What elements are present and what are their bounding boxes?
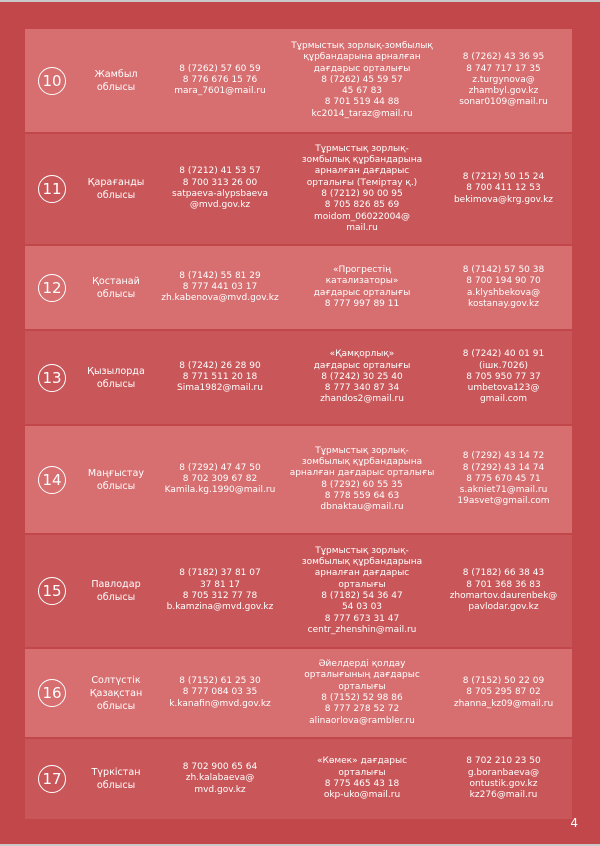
contact-info-line: mvd.gov.kz xyxy=(194,784,246,795)
contacts-table xyxy=(25,29,572,821)
police-contact-info xyxy=(435,134,572,244)
contact-info-line[interactable]: zh.kalabaeva@ xyxy=(185,773,255,784)
police-contact-info-line[interactable]: bekimova@krg.gov.kz xyxy=(453,194,554,205)
contact-info-line: 8 (7242) 26 28 90 xyxy=(179,360,261,371)
region-name xyxy=(78,134,154,244)
contact-info-line: 8 (7262) 57 60 59 xyxy=(179,63,261,74)
crisis-center-info-line: 8 (7152) 52 98 86 xyxy=(321,693,403,703)
region-name-line: Маңғыстау xyxy=(87,467,145,479)
row-number-badge: 13 xyxy=(38,364,66,392)
region-name xyxy=(78,535,154,647)
region-name-line: облысы xyxy=(96,592,136,603)
crisis-center-info-line: 8 777 997 89 11 xyxy=(324,298,400,309)
crisis-center-info-line: 8 701 519 44 88 xyxy=(324,97,400,108)
police-contact-info-line: ontustik.gov.kz xyxy=(469,779,538,789)
table-row xyxy=(25,426,572,533)
police-contact-info-line: (ішк.7026) xyxy=(479,360,528,371)
crisis-center-info-line[interactable]: zhandos2@mail.ru xyxy=(320,394,404,405)
crisis-center-info-line[interactable]: centr_zhenshin@mail.ru xyxy=(307,624,417,635)
crisis-center-info-line: «Қамқорлық» xyxy=(329,349,395,360)
police-contact-info-line: pavlodar.gov.kz xyxy=(468,602,539,613)
row-number-badge: 16 xyxy=(38,679,66,707)
table-row xyxy=(25,246,572,329)
contact-info-line: 8 702 309 67 82 xyxy=(182,473,258,484)
crisis-center-info-line: 8 (7262) 45 59 57 xyxy=(321,74,403,85)
contact-info-line[interactable]: Kamila.kg.1990@mail.ru xyxy=(164,485,276,496)
crisis-center-info-line[interactable]: dbnaktau@mail.ru xyxy=(320,502,404,513)
crisis-center-info-line: орталығы (Теміртау қ.) xyxy=(306,177,418,188)
crisis-center-info-line: 8 777 340 87 34 xyxy=(324,383,400,394)
crisis-center-info-line: орталығы xyxy=(338,681,386,692)
contact-info xyxy=(160,331,280,424)
crisis-center-info-line: арналған дағдарыс орталығы xyxy=(289,468,435,479)
police-contact-info xyxy=(435,535,572,647)
contact-info-line[interactable]: zh.kabenova@mvd.gov.kz xyxy=(161,293,279,304)
police-contact-info-line: gmail.com xyxy=(479,394,528,405)
crisis-center-info-line: дағдарыс орталығы xyxy=(313,360,411,371)
crisis-center-info xyxy=(287,134,437,244)
contact-info-line[interactable]: Sima1982@mail.ru xyxy=(177,383,263,394)
police-contact-info xyxy=(435,739,572,819)
table-row xyxy=(25,739,572,819)
region-name-line: Түркістан xyxy=(91,767,141,778)
region-name-line: облысы xyxy=(96,288,136,300)
crisis-center-info xyxy=(287,739,437,819)
row-number-badge: 12 xyxy=(38,274,66,302)
crisis-center-info-line: 8 775 465 43 18 xyxy=(324,779,400,789)
crisis-center-info-line[interactable]: alinaorlova@rambler.ru xyxy=(309,715,415,726)
crisis-center-info-line: «Көмек» дағдарыс xyxy=(316,756,408,767)
crisis-center-info xyxy=(287,331,437,424)
police-contact-info-line: 8 (7152) 50 22 09 xyxy=(462,676,545,687)
table-row xyxy=(25,134,572,244)
crisis-center-info-line: зомбылық құрбандарына xyxy=(301,557,423,568)
crisis-center-info-line: дағдарыс орталығы xyxy=(313,287,411,298)
contact-info-line: satpaeva-alypsbaeva xyxy=(172,189,268,199)
crisis-center-info-line: 8 778 559 64 63 xyxy=(324,490,400,501)
crisis-center-info-line: зомбылық құрбандарына xyxy=(301,456,423,467)
crisis-center-info xyxy=(287,426,437,533)
police-contact-info-line: 8 705 950 77 37 xyxy=(466,371,541,382)
contact-info xyxy=(160,134,280,244)
crisis-center-info-line[interactable]: okp-uko@mail.ru xyxy=(323,790,401,801)
region-name-line: облысы xyxy=(96,81,136,93)
table-row xyxy=(25,331,572,424)
crisis-center-info-line: 45 67 83 xyxy=(341,86,383,97)
crisis-center-info-line: 8 777 278 52 72 xyxy=(324,704,400,715)
region-name-line: облысы xyxy=(96,700,136,712)
police-contact-info-line[interactable]: zhanna_kz09@mail.ru xyxy=(453,698,554,709)
crisis-center-info xyxy=(287,29,437,132)
contact-info xyxy=(160,29,280,132)
crisis-center-info-line: Тұрмыстық зорлық-зомбылық xyxy=(291,40,433,51)
police-contact-info xyxy=(435,246,572,329)
region-name-line: облысы xyxy=(96,480,136,492)
police-contact-info-line[interactable]: z.turgynova@ xyxy=(472,74,535,85)
region-name xyxy=(78,331,154,424)
police-contact-info-line: 8 (7212) 50 15 24 xyxy=(462,172,545,183)
police-contact-info-line[interactable]: s.akniet71@mail.ru xyxy=(459,485,548,496)
contact-info-line[interactable]: @mvd.gov.kz xyxy=(189,200,251,211)
police-contact-info-line[interactable]: zhomartov.daurenbek@ xyxy=(449,591,558,601)
crisis-center-info-line: арналған дағдарыс xyxy=(314,166,410,177)
police-contact-info-line[interactable]: 19asvet@gmail.com xyxy=(457,496,550,507)
contact-info-line[interactable]: b.kamzina@mvd.gov.kz xyxy=(166,602,274,613)
crisis-center-info-line[interactable]: moidom_06022004@ xyxy=(313,211,411,222)
crisis-center-info-line: 8 705 826 85 69 xyxy=(324,200,400,211)
contact-info-line: 8 705 312 77 78 xyxy=(182,591,258,601)
region-name-line: облысы xyxy=(96,190,136,201)
row-number-badge: 17 xyxy=(38,765,66,793)
crisis-center-info-line: катализаторы» xyxy=(325,276,399,287)
contact-info xyxy=(160,535,280,647)
crisis-center-info-line: зомбылық құрбандарына xyxy=(301,155,423,166)
police-contact-info-line: kostanay.gov.kz xyxy=(468,298,539,309)
contact-info-line: 8 (7182) 37 81 07 xyxy=(179,568,261,579)
row-number-badge: 11 xyxy=(38,175,66,203)
crisis-center-info-line: орталығы xyxy=(338,579,386,590)
region-name-line: облысы xyxy=(96,378,136,390)
crisis-center-info xyxy=(287,649,437,737)
police-contact-info-line: 8 (7292) 43 14 74 xyxy=(462,462,545,473)
page-number: 4 xyxy=(570,816,578,830)
table-row xyxy=(25,535,572,647)
police-contact-info-line[interactable]: kz276@mail.ru xyxy=(469,790,538,801)
police-contact-info-line[interactable]: sonar0109@mail.ru xyxy=(459,97,548,108)
row-number-badge: 15 xyxy=(38,577,66,605)
police-contact-info-line: 8 (7182) 66 38 43 xyxy=(462,568,545,579)
region-name-line: Қостанай xyxy=(92,275,140,287)
contact-info xyxy=(160,246,280,329)
crisis-center-info-line: дағдарыс орталығы xyxy=(313,63,411,74)
crisis-center-info-line: 8 (7242) 30 25 40 xyxy=(321,371,403,382)
crisis-center-info-line[interactable]: kc2014_taraz@mail.ru xyxy=(311,108,413,119)
table-row xyxy=(25,649,572,737)
crisis-center-info-line: 54 03 03 xyxy=(341,602,383,613)
crisis-center-info xyxy=(287,535,437,647)
contact-info xyxy=(160,426,280,533)
contact-info-line: 37 81 17 xyxy=(199,579,241,590)
crisis-center-info-line: орталығы xyxy=(338,767,386,778)
crisis-center-info-line: 8 (7292) 60 55 35 xyxy=(321,479,403,490)
region-name-line: Қазақстан xyxy=(89,687,143,699)
police-contact-info-line: 8 (7262) 43 36 95 xyxy=(462,52,545,63)
contact-info xyxy=(160,649,280,737)
crisis-center-info-line: Әйелдерді қолдау xyxy=(318,659,406,670)
crisis-center-info-line: орталығының дағдарыс xyxy=(304,670,420,681)
contact-info xyxy=(160,739,280,819)
crisis-center-info-line: Тұрмыстық зорлық- xyxy=(315,143,409,154)
region-name-line: Солтүстік xyxy=(91,674,141,686)
crisis-center-info-line: Тұрмыстық зорлық- xyxy=(315,545,409,556)
police-contact-info-line: 8 705 295 87 02 xyxy=(466,687,541,698)
region-name-line: Жамбыл xyxy=(94,68,138,80)
police-contact-info-line: zhambyl.gov.kz xyxy=(468,86,539,97)
contact-info-line: 8 (7292) 47 47 50 xyxy=(179,462,261,473)
crisis-center-info-line: Тұрмыстық зорлық- xyxy=(315,445,409,456)
contact-info-line: 8 700 313 26 00 xyxy=(182,177,258,188)
police-contact-info xyxy=(435,426,572,533)
police-contact-info-line[interactable]: umbetova123@ xyxy=(467,383,540,394)
crisis-center-info xyxy=(287,246,437,329)
region-name xyxy=(78,649,154,737)
crisis-center-info-line: құрбандарына арналған xyxy=(303,52,421,63)
region-name-line: Павлодар xyxy=(91,579,141,590)
police-contact-info-line: 8 702 210 23 50 xyxy=(466,756,541,767)
police-contact-info-line: 8 (7142) 57 50 38 xyxy=(462,264,545,275)
police-contact-info-line: 8 (7242) 40 01 91 xyxy=(462,349,545,360)
police-contact-info-line: 8 747 717 17 35 xyxy=(466,63,541,74)
police-contact-info xyxy=(435,649,572,737)
police-contact-info-line: 8 700 194 90 70 xyxy=(466,276,541,287)
region-name xyxy=(78,246,154,329)
contact-info-line[interactable]: k.kanafin@mvd.gov.kz xyxy=(169,698,271,709)
region-name xyxy=(78,426,154,533)
contact-info-line: 8 702 900 65 64 xyxy=(182,762,258,773)
contact-info-line: 8 (7212) 41 53 57 xyxy=(179,166,261,177)
police-contact-info xyxy=(435,331,572,424)
police-contact-info-line[interactable]: a.klyshbekova@ xyxy=(466,287,541,298)
contact-info-line: 8 776 676 15 76 xyxy=(182,74,258,85)
contact-info-line[interactable]: mara_7601@mail.ru xyxy=(174,86,266,97)
crisis-center-info-line: арналған дағдарыс xyxy=(314,568,410,579)
crisis-center-info-line: 8 (7212) 90 00 95 xyxy=(321,189,403,199)
police-contact-info-line: 8 775 670 45 71 xyxy=(466,473,541,484)
region-name-line: облысы xyxy=(96,780,136,791)
contact-info-line: 8 (7152) 61 25 30 xyxy=(179,676,261,687)
table-row xyxy=(25,29,572,132)
police-contact-info-line: 8 700 411 12 53 xyxy=(466,183,541,194)
region-name-line: Қызылорда xyxy=(87,365,145,377)
region-name xyxy=(78,29,154,132)
contact-info-line: 8 777 084 03 35 xyxy=(182,687,258,698)
row-number-badge: 10 xyxy=(38,67,66,95)
crisis-center-info-line: «Прогрестің xyxy=(332,264,392,275)
police-contact-info-line: 8 701 368 36 83 xyxy=(466,579,541,590)
police-contact-info xyxy=(435,29,572,132)
row-number-badge: 14 xyxy=(38,466,66,494)
crisis-center-info-line: 8 777 673 31 47 xyxy=(324,613,400,624)
police-contact-info-line[interactable]: g.boranbaeva@ xyxy=(467,767,540,778)
contact-info-line: 8 777 441 03 17 xyxy=(182,281,258,292)
contact-info-line: 8 (7142) 55 81 29 xyxy=(179,270,261,281)
crisis-center-info-line: 8 (7182) 54 36 47 xyxy=(321,591,403,601)
region-name-line: Қарағанды xyxy=(87,177,145,188)
region-name xyxy=(78,739,154,819)
police-contact-info-line: 8 (7292) 43 14 72 xyxy=(462,451,545,462)
contact-info-line: 8 771 511 20 18 xyxy=(182,371,258,382)
crisis-center-info-line: mail.ru xyxy=(346,222,378,233)
